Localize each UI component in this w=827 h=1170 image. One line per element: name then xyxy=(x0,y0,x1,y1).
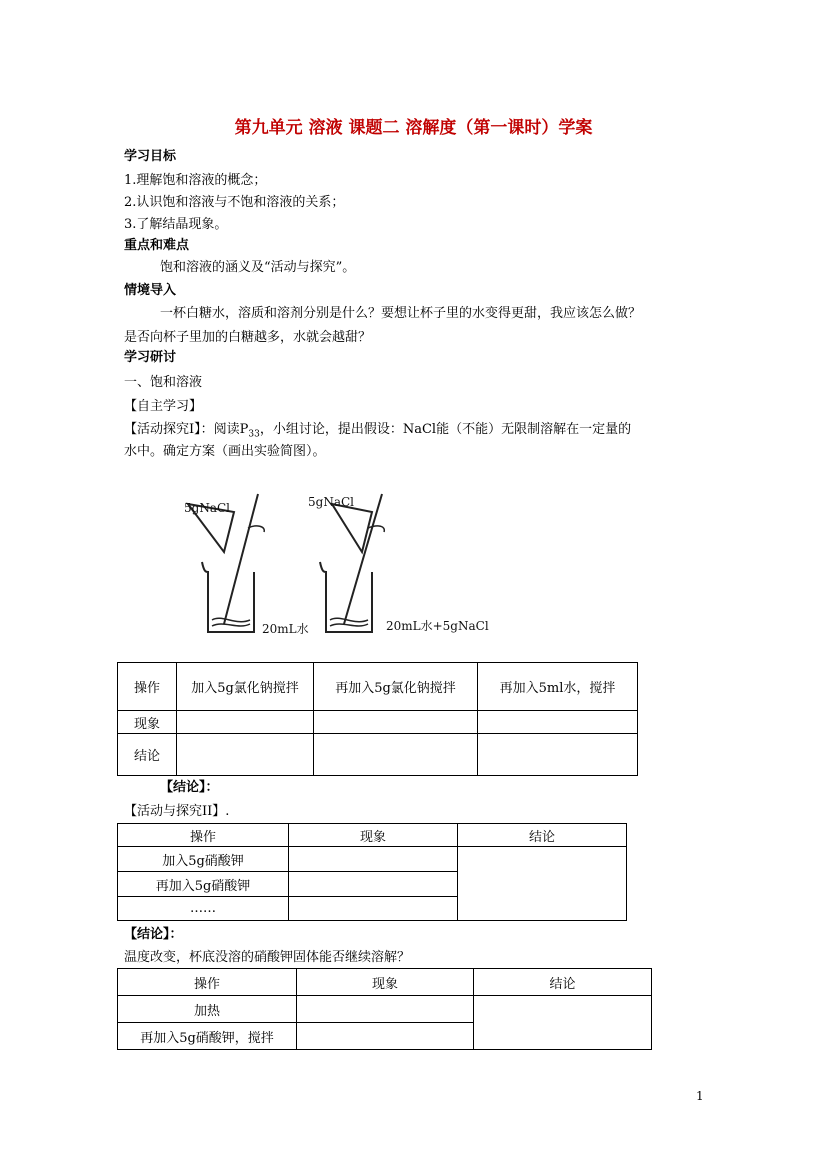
page-title: 第九单元 溶液 课题二 溶解度（第一课时）学案 xyxy=(234,118,593,138)
page-number: 1 xyxy=(696,1089,704,1103)
intro-heading: 情境导入 xyxy=(124,283,177,298)
goals-heading: 学习目标 xyxy=(124,149,177,164)
question-text: 温度改变，杯底没溶的硝酸钾固体能否继续溶解？ xyxy=(124,950,411,965)
right-paper-scoop xyxy=(332,504,372,552)
experiment-table-3 xyxy=(117,968,652,1050)
table-row xyxy=(118,711,638,734)
row-label: 加热 xyxy=(118,996,297,1023)
table-row xyxy=(118,996,652,1023)
table-header: 操作 xyxy=(118,969,297,996)
study-heading: 学习研讨 xyxy=(124,350,177,365)
table-header: 结论 xyxy=(458,824,627,847)
conclusion-label: 【结论】： xyxy=(124,927,183,942)
row-label: 结论 xyxy=(118,734,177,776)
table-header: 操作 xyxy=(118,663,177,711)
activity2-label: 【活动与探究II】. xyxy=(124,804,230,819)
intro-line: 是否向杯子里加的白糖越多，水就会越甜？ xyxy=(124,330,372,345)
activity1-text: 【活动探究Ⅰ】：阅读$P_{33}$，小组讨论，提出假设：NaCl能（不能）无限制溶解在一定量的 xyxy=(124,422,632,440)
table-header: 再加入5g氯化钠搅拌 xyxy=(314,663,478,711)
goal-item: 1.理解饱和溶液的概念； xyxy=(124,173,267,188)
row-label: 加入5g硝酸钾 xyxy=(118,847,289,872)
activity1-text-line2: 水中。确定方案（画出实验简图）。 xyxy=(124,444,326,459)
table-header: 现象 xyxy=(289,824,458,847)
table-header: 现象 xyxy=(297,969,474,996)
experiment-table-1 xyxy=(117,662,638,776)
intro-line: 一杯白糖水，溶质和溶剂分别是什么？要想让杯子里的水变得更甜，我应该怎么做？ xyxy=(160,306,642,321)
key-points-text: 饱和溶液的涵义及“活动与探究”。 xyxy=(160,260,356,275)
goal-item: 3.了解结晶现象。 xyxy=(124,217,228,232)
right-glass-rod xyxy=(344,494,382,624)
row-label: 再加入5g硝酸钾 xyxy=(118,872,289,897)
row-label: 再加入5g硝酸钾，搅拌 xyxy=(118,1023,297,1050)
conclusion-label: 【结论】： xyxy=(160,780,219,795)
table-row xyxy=(118,847,627,872)
right-beaker-label: 20mL水+5gNaCl xyxy=(386,619,489,633)
table-header: 操作 xyxy=(118,824,289,847)
key-points-heading: 重点和难点 xyxy=(124,238,190,253)
table-header: 结论 xyxy=(474,969,652,996)
goal-item: 2.认识饱和溶液与不饱和溶液的关系； xyxy=(124,195,345,210)
section-heading: 一、饱和溶液 xyxy=(124,375,203,390)
row-label: 现象 xyxy=(118,711,177,734)
table-header: 加入5g氯化钠搅拌 xyxy=(177,663,314,711)
table-row xyxy=(118,734,638,776)
left-salt-label: 5gNaCl xyxy=(184,501,230,515)
experiment-figure xyxy=(176,488,506,640)
right-salt-label: 5gNaCl xyxy=(308,495,354,509)
table-header: 再加入5ml水，搅拌 xyxy=(478,663,638,711)
experiment-table-2 xyxy=(117,823,627,921)
row-label: …… xyxy=(118,897,289,921)
left-beaker-label: 20mL水 xyxy=(262,622,309,636)
self-study-label: 【自主学习】 xyxy=(124,399,203,414)
